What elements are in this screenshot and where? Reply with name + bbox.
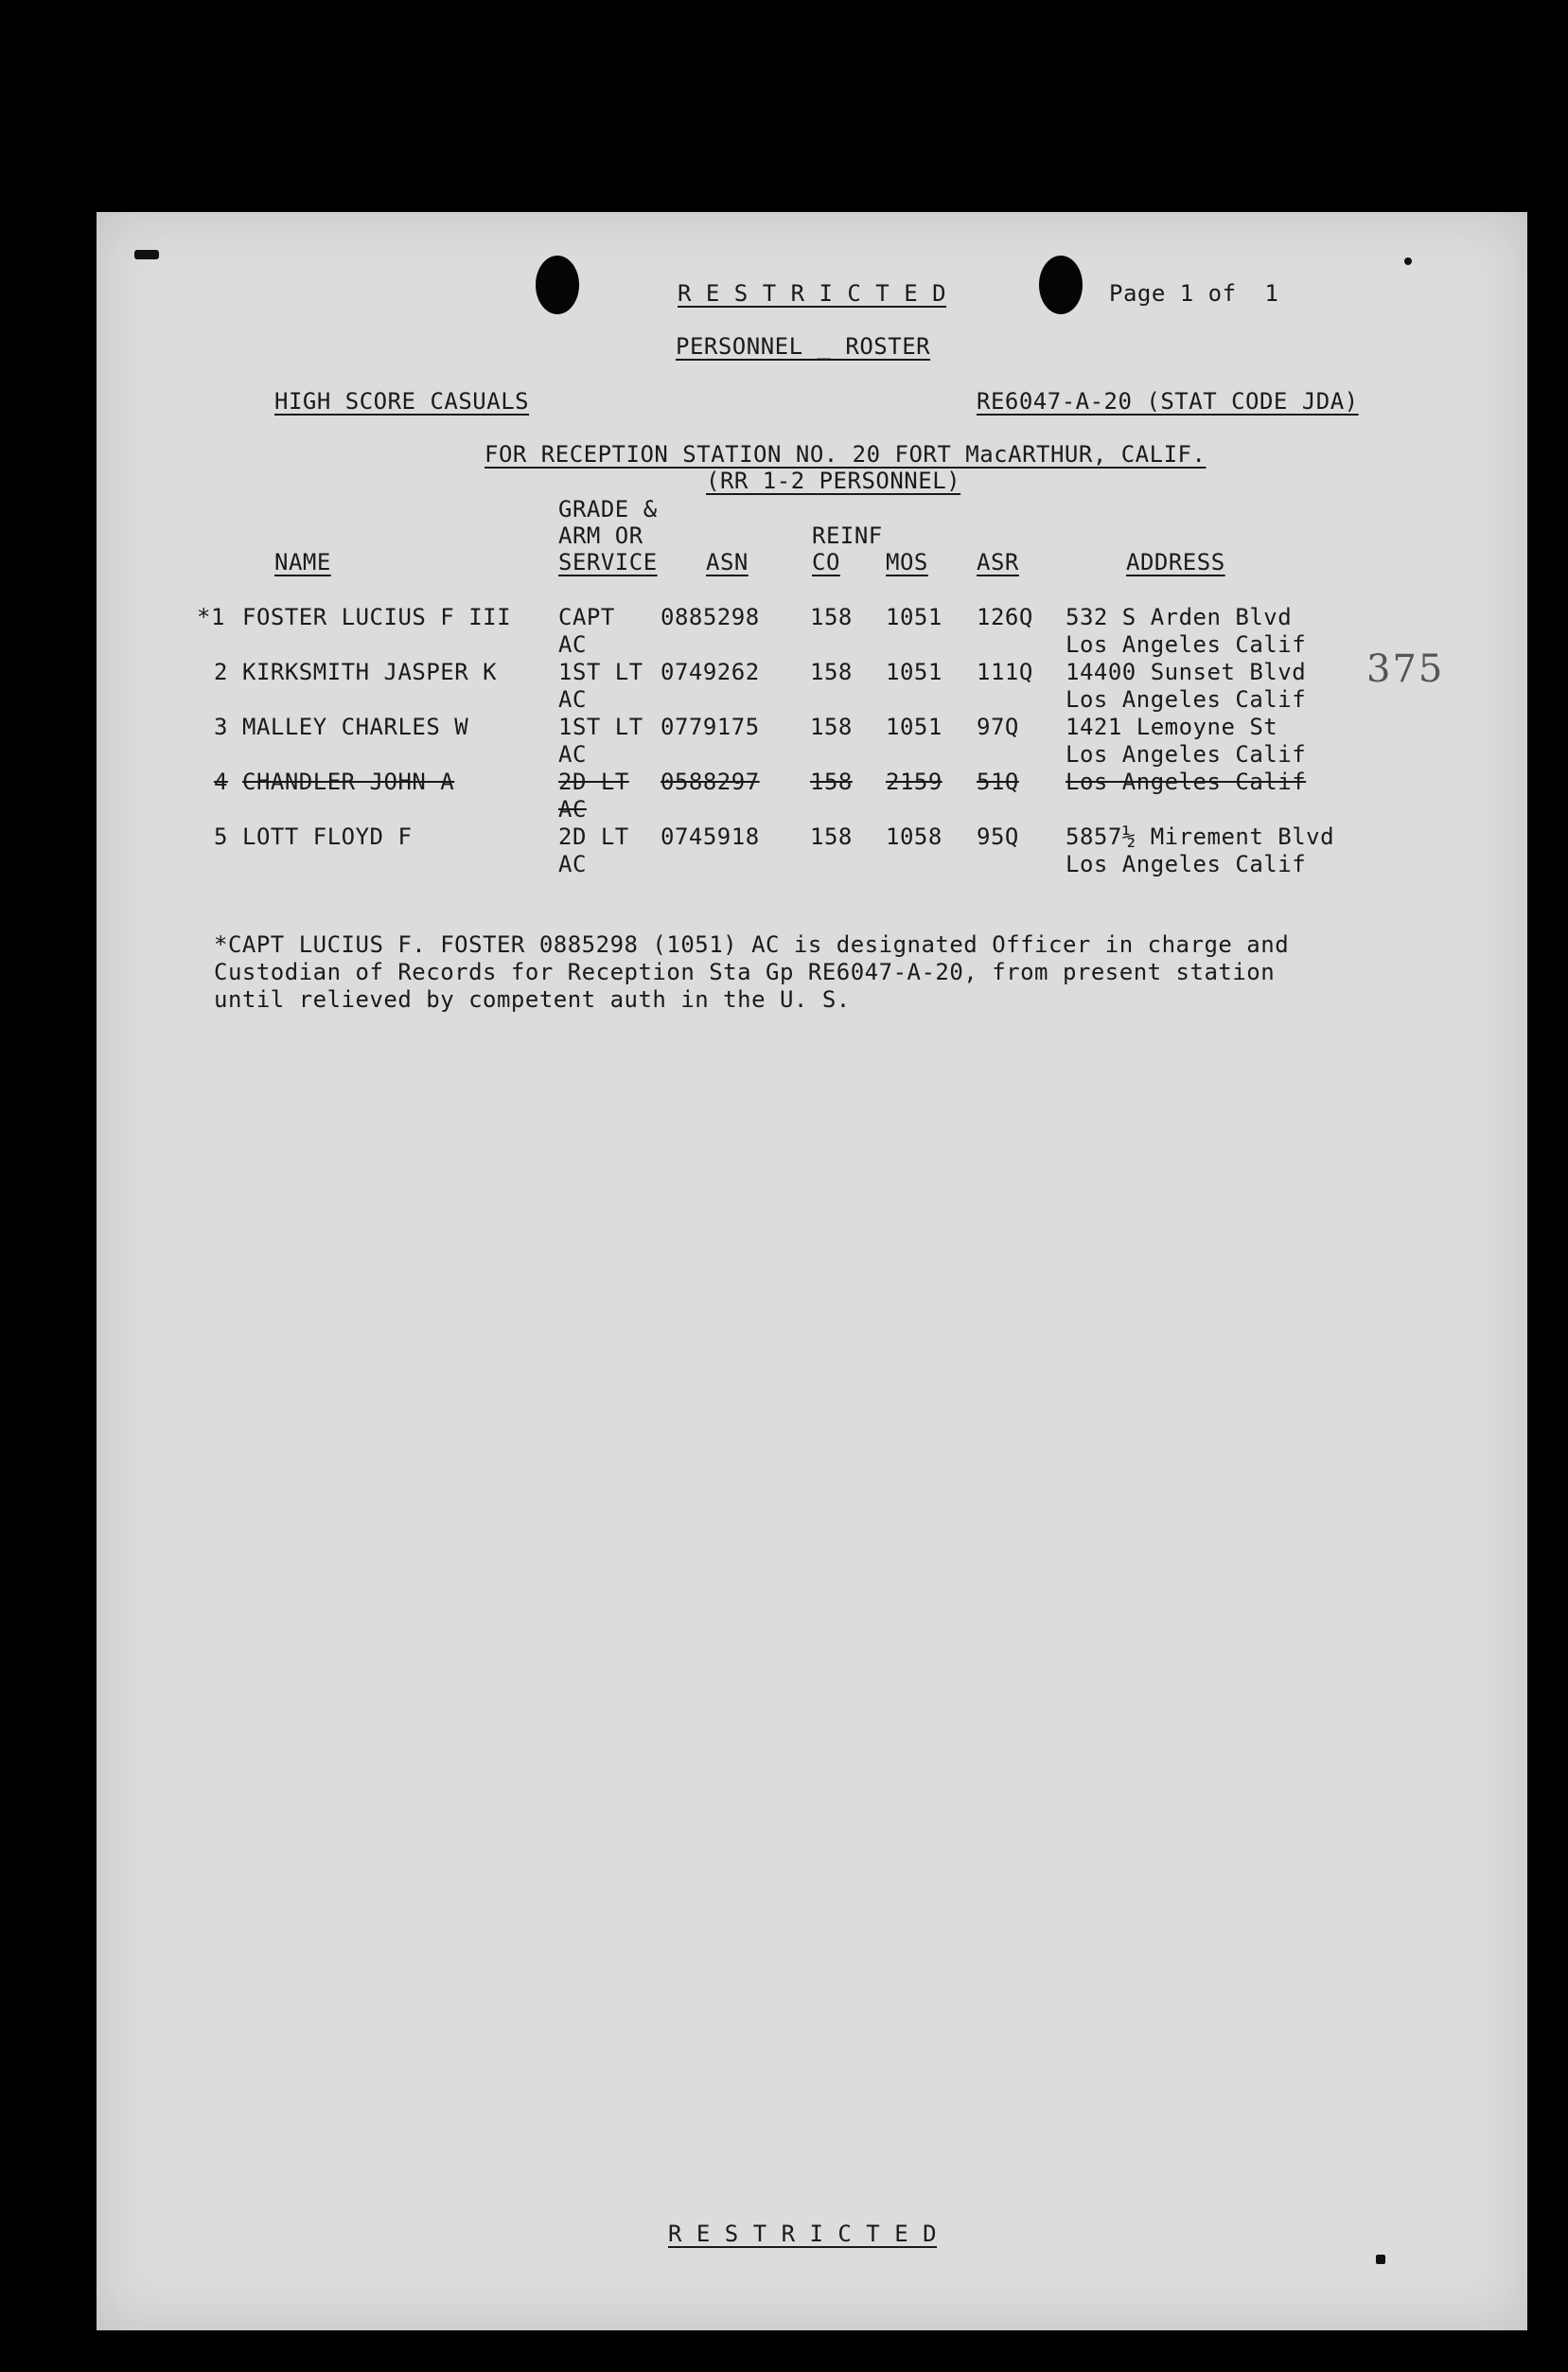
col-name: NAME xyxy=(274,549,331,575)
row-5-name: LOTT FLOYD F xyxy=(242,823,413,850)
row-1-service: AC xyxy=(558,631,587,658)
row-1-grade: CAPT xyxy=(558,604,615,630)
row-1-addr2: Los Angeles Calif xyxy=(1066,631,1307,658)
row-1-mos: 1051 xyxy=(886,604,943,630)
row-2-addr1: 14400 Sunset Blvd xyxy=(1066,659,1307,685)
corner-mark xyxy=(134,250,159,259)
punch-hole-left xyxy=(536,256,579,314)
row-2-asr: 111Q xyxy=(977,659,1033,685)
row-3-name: MALLEY CHARLES W xyxy=(242,714,469,740)
row-3-mos: 1051 xyxy=(886,714,943,740)
row-4-asr: 51Q xyxy=(977,769,1019,795)
row-3-addr2: Los Angeles Calif xyxy=(1066,741,1307,768)
roster-title: PERSONNEL _ ROSTER xyxy=(676,333,931,360)
restricted-header: R E S T R I C T E D xyxy=(678,280,947,307)
station-line: FOR RECEPTION STATION NO. 20 FORT MacARTHUR, CALIF. xyxy=(484,441,1207,468)
footnote-line-3: until relieved by competent auth in the U. S. xyxy=(214,986,851,1013)
row-3-service: AC xyxy=(558,741,587,768)
row-1-asn: 0885298 xyxy=(661,604,760,630)
row-2-mos: 1051 xyxy=(886,659,943,685)
margin-number: 375 xyxy=(1366,647,1445,691)
row-3-asn: 0779175 xyxy=(661,714,760,740)
row-4-asn: 0588297 xyxy=(661,769,760,795)
col-asr: ASR xyxy=(977,549,1019,575)
footnote-line-2: Custodian of Records for Reception Sta Gp RE6047-A-20, from present station xyxy=(214,959,1276,985)
row-4-name: CHANDLER JOHN A xyxy=(242,769,455,795)
col-address: ADDRESS xyxy=(1126,549,1225,575)
row-3-grade: 1ST LT xyxy=(558,714,643,740)
row-5-num: 5 xyxy=(214,823,228,850)
row-2-asn: 0749262 xyxy=(661,659,760,685)
row-5-addr1: 5857½ Mirement Blvd xyxy=(1066,823,1335,850)
group-name: HIGH SCORE CASUALS xyxy=(274,388,530,415)
row-2-co: 158 xyxy=(810,659,853,685)
row-3-asr: 97Q xyxy=(977,714,1019,740)
row-1-name: FOSTER LUCIUS F III xyxy=(242,604,512,630)
punch-hole-right xyxy=(1039,256,1083,314)
row-3-addr1: 1421 Lemoyne St xyxy=(1066,714,1278,740)
footnote-line-1: *CAPT LUCIUS F. FOSTER 0885298 (1051) AC is designated Officer in charge and xyxy=(214,931,1290,958)
row-4-num: 4 xyxy=(214,769,228,795)
row-5-asn: 0745918 xyxy=(661,823,760,850)
row-1-addr1: 532 S Arden Blvd xyxy=(1066,604,1293,630)
col-grade-1: GRADE & xyxy=(558,496,658,522)
row-4-service: AC xyxy=(558,796,587,823)
row-5-mos: 1058 xyxy=(886,823,943,850)
corner-dot xyxy=(1376,2255,1385,2264)
row-1-num: *1 xyxy=(197,604,225,630)
col-co: CO xyxy=(812,549,840,575)
row-2-service: AC xyxy=(558,686,587,713)
row-1-asr: 126Q xyxy=(977,604,1033,630)
row-1-co: 158 xyxy=(810,604,853,630)
corner-dot xyxy=(1404,257,1412,265)
col-reinf-1: REINF xyxy=(812,522,883,549)
row-4-co: 158 xyxy=(810,769,853,795)
col-mos: MOS xyxy=(886,549,928,575)
col-grade-2: ARM OR xyxy=(558,522,643,549)
row-3-num: 3 xyxy=(214,714,228,740)
row-5-addr2: Los Angeles Calif xyxy=(1066,851,1307,877)
row-5-co: 158 xyxy=(810,823,853,850)
col-service: SERVICE xyxy=(558,549,658,575)
row-3-co: 158 xyxy=(810,714,853,740)
row-2-addr2: Los Angeles Calif xyxy=(1066,686,1307,713)
row-5-asr: 95Q xyxy=(977,823,1019,850)
group-code: RE6047-A-20 (STAT CODE JDA) xyxy=(977,388,1359,415)
row-4-grade: 2D LT xyxy=(558,769,629,795)
page-number: Page 1 of 1 xyxy=(1109,280,1279,307)
row-2-grade: 1ST LT xyxy=(558,659,643,685)
restricted-footer: R E S T R I C T E D xyxy=(668,2221,938,2247)
rr-line: (RR 1-2 PERSONNEL) xyxy=(706,468,961,494)
row-4-mos: 2159 xyxy=(886,769,943,795)
row-2-name: KIRKSMITH JASPER K xyxy=(242,659,498,685)
row-2-num: 2 xyxy=(214,659,228,685)
row-5-grade: 2D LT xyxy=(558,823,629,850)
row-5-service: AC xyxy=(558,851,587,877)
col-asn: ASN xyxy=(706,549,749,575)
row-4-addr1: Los Angeles Calif xyxy=(1066,769,1307,795)
